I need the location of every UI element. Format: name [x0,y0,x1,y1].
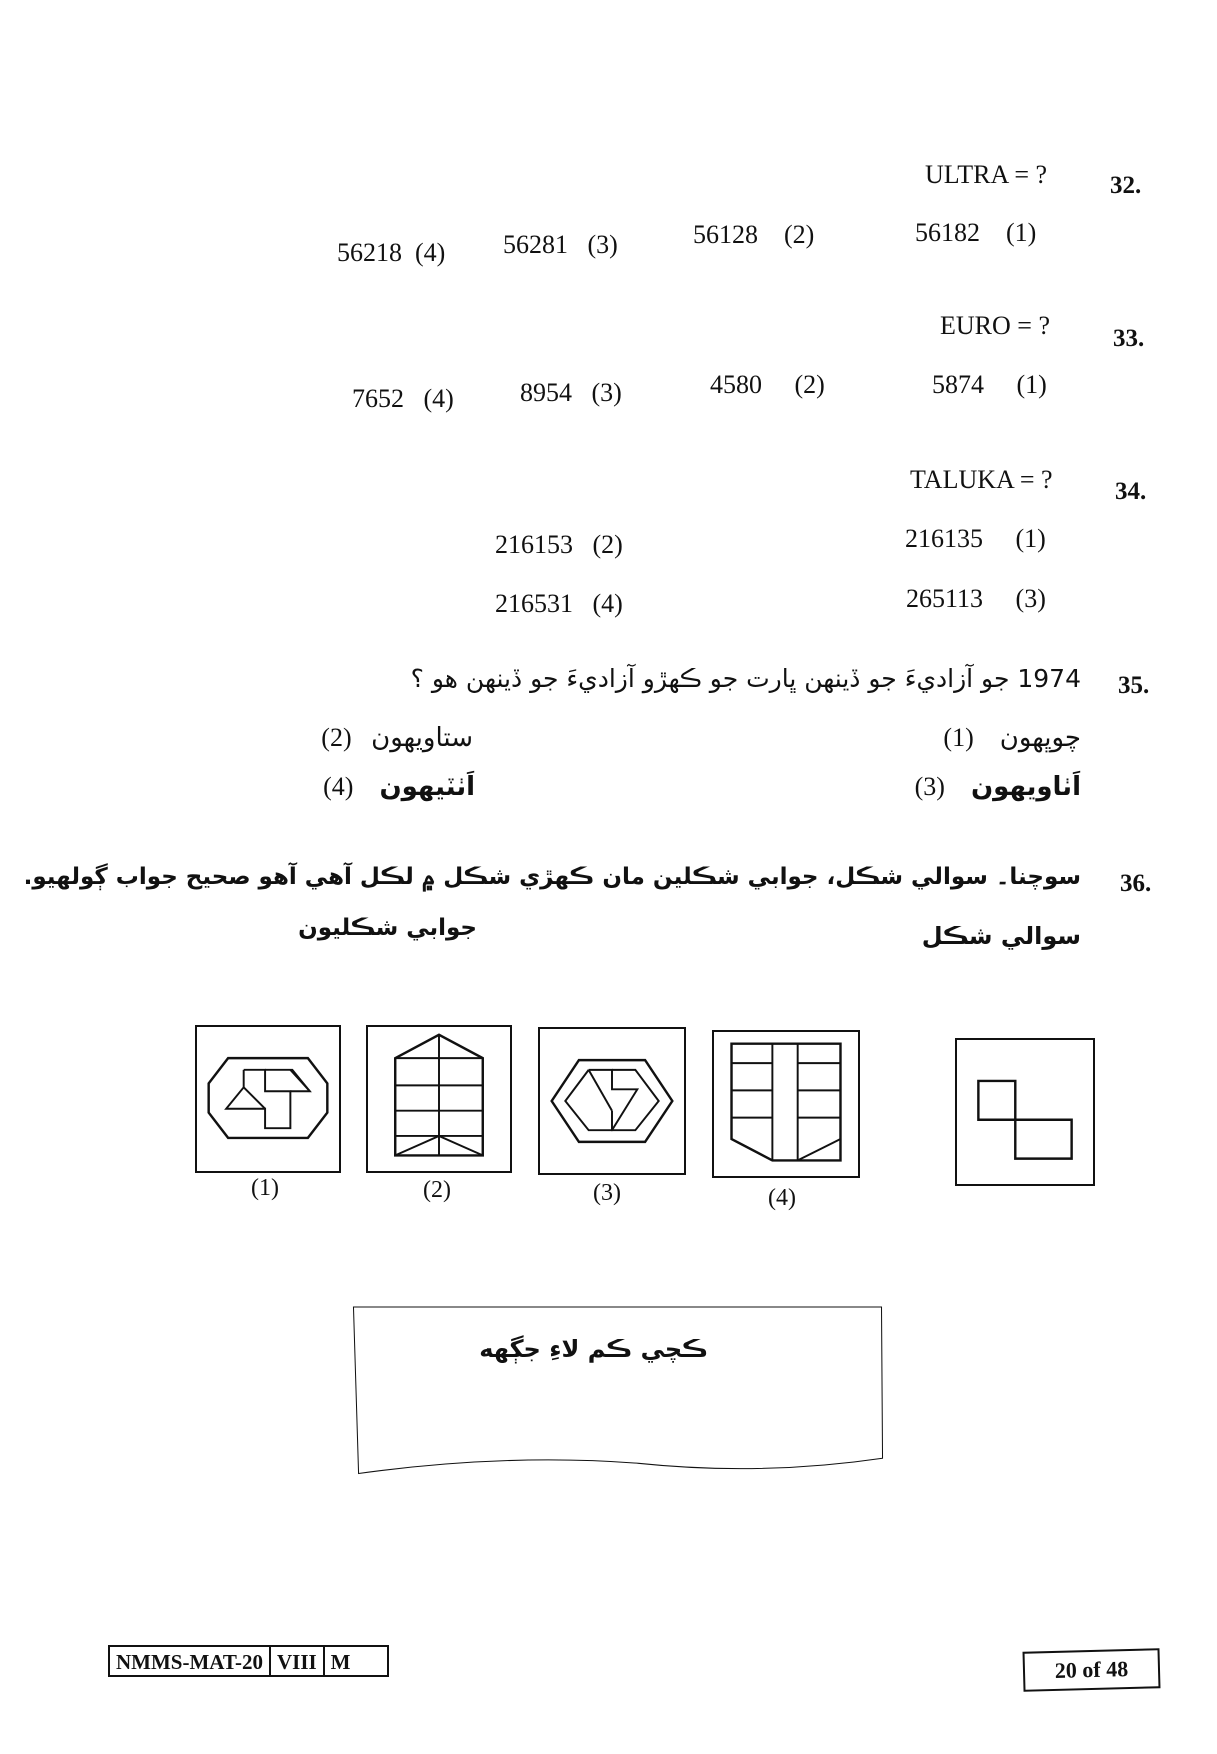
option-number: (2) [784,220,815,249]
answer-figures-label: جوابي شڪليون [298,915,477,941]
answer-figure-4[interactable] [712,1030,860,1178]
option-number: (3) [1015,584,1046,613]
question-figure [955,1038,1095,1186]
option-value: 56218 [337,238,402,267]
option-value: 216153 [495,530,573,559]
class-code: VIII [271,1647,325,1675]
option-number: (1) [1006,218,1037,247]
option-value: 265113 [906,584,984,613]
option-value: 4580 [710,370,762,399]
question-number-32: 32. [1110,172,1142,199]
option-value: چوڀهون [999,723,1081,753]
option-value: 56182 [915,218,980,247]
question-32-equation: ULTRA = ? [925,160,1048,189]
q32-option-1 [915,218,1036,248]
q35-option-3 [915,772,1081,802]
option-number: (2) [794,370,825,399]
q33-option-3 [520,378,622,408]
option-value: 216135 [905,524,983,553]
option-value: 8954 [520,378,572,407]
answer-figure-2-label: (2) [423,1177,451,1203]
q33-option-2 [710,370,825,400]
option-number: (1) [1015,524,1046,553]
option-number: (1) [943,723,974,752]
option-value: 56281 [503,230,568,259]
answer-figure-3[interactable] [538,1027,686,1175]
question-figure-label: سوالي شڪل [921,922,1081,950]
answer-figure-2[interactable] [366,1025,512,1173]
q34-option-3 [906,584,1046,614]
answer-figure-1-label: (1) [251,1175,279,1201]
q32-option-4 [337,238,445,268]
option-value: 5874 [932,370,984,399]
q35-option-2 [321,723,473,753]
option-number: (2) [321,723,352,752]
option-value: 216531 [495,589,573,618]
q35-option-4 [323,772,475,802]
option-value: 56128 [693,220,758,249]
option-number: (2) [592,530,623,559]
page-number: 20 of 48 [1022,1648,1160,1692]
option-number: (4) [423,384,454,413]
question-number-36: 36. [1120,870,1152,897]
option-value: اَٺاويهون [970,772,1081,802]
option-value: ستاويهون [371,723,473,753]
option-value: اَٺٽيهون [379,772,475,802]
rough-work-area[interactable] [98,1305,1138,1754]
option-number: (1) [1016,370,1047,399]
exam-code: NMMS-MAT-20 [110,1647,271,1675]
question-36-instruction: سوچنا۔ سوالي شڪل، جوابي شڪلين مان ڪهڙي شڪل ۾ لڪل آهي آهو صحيح جواب ڳولهيو. [23,864,1081,890]
q34-option-4 [495,589,623,619]
q32-option-3 [503,230,618,260]
footer-code-box [108,1645,389,1677]
answer-figure-4-drawing [714,1032,858,1176]
option-number: (4) [323,772,354,801]
question-34-equation: TALUKA = ? [910,465,1053,494]
answer-figure-3-label: (3) [593,1180,621,1206]
medium-code: M [330,1650,351,1674]
q34-option-1 [905,524,1046,554]
rough-work-title: ڪچي ڪم لاءِ جڳهه [479,1335,708,1363]
question-33-equation: EURO = ? [940,311,1050,340]
question-35-text: 1974 جو آزاديءَ جو ڏينهن ڀارت جو ڪهڙو آزاديءَ جو ڏينهن هو ؟ [410,664,1081,693]
q35-option-1 [943,723,1081,753]
option-number: (3) [591,378,622,407]
q32-option-2 [693,220,814,250]
option-number: (4) [415,238,446,267]
q33-option-4 [352,384,454,414]
answer-figure-1[interactable] [195,1025,341,1173]
q33-option-1 [932,370,1047,400]
answer-figure-3-drawing [540,1029,684,1173]
question-figure-drawing [957,1040,1093,1184]
answer-figure-1-drawing [197,1027,339,1171]
option-number: (3) [587,230,618,259]
question-number-35: 35. [1118,672,1150,699]
q34-option-2 [495,530,623,560]
answer-figure-4-label: (4) [768,1185,796,1211]
option-number: (4) [592,589,623,618]
option-value: 7652 [352,384,404,413]
option-number: (3) [914,772,945,801]
question-number-34: 34. [1115,478,1147,505]
answer-figure-2-drawing [368,1027,510,1171]
question-number-33: 33. [1113,325,1145,352]
